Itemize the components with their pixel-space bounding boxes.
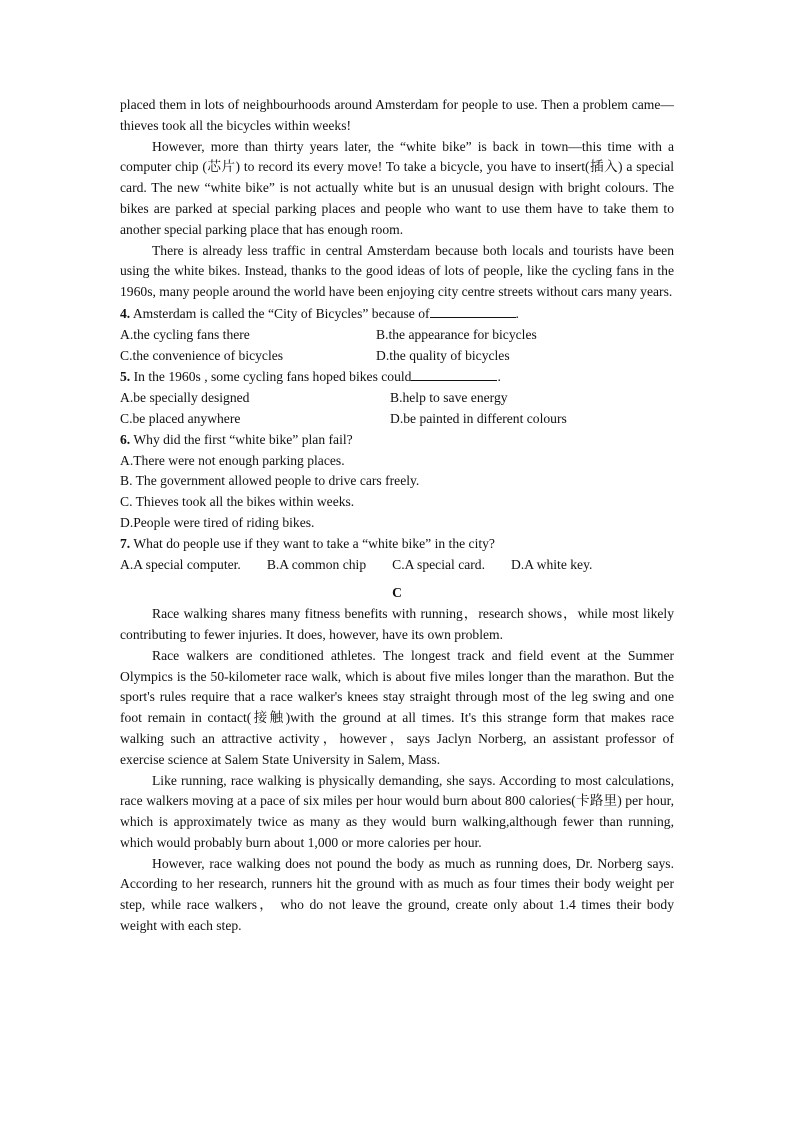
passage-b-paragraph-3: There is already less traffic in central Amsterdam because both locals and tourists have been using the white bikes. Instead, thanks to the good ideas of lots of people, like the cycling fans in the 1960s, many people around the world have been enjoying city centre streets without cars many years. bbox=[120, 242, 674, 300]
option-d: D.A white key. bbox=[510, 556, 593, 572]
option-b: B.help to save energy bbox=[390, 390, 508, 406]
question-number: 7. bbox=[120, 535, 131, 551]
question-stem: In the 1960s , some cycling fans hoped bikes could bbox=[130, 369, 412, 385]
answer-blank bbox=[411, 366, 497, 381]
passage-c-paragraph-2: Race walkers are conditioned athletes. The longest track and field event at the Summer Olympics is the 50-kilometer race walk, which is about five miles longer than the marathon. But the sport's rules require that a race walker's knees stay straight through most of the leg swing and one foot remain in contact(接触)with the ground at all times. It's this strange form that makes race walking such an attractive activity，however，says Jaclyn Norberg, an assistant professor of exercise science at Salem State University in Salem, Mass. bbox=[120, 647, 674, 767]
option-d: D.be painted in different colours bbox=[390, 410, 567, 426]
question-5 bbox=[120, 366, 674, 388]
question-7-options bbox=[120, 555, 674, 576]
option-a: A.be specially designed bbox=[120, 390, 250, 406]
option-a: A.A special computer. bbox=[120, 556, 241, 572]
question-5-options bbox=[120, 388, 674, 430]
option-c: C.A special card. bbox=[392, 556, 485, 572]
document-page bbox=[120, 95, 674, 937]
option-a: A.There were not enough parking places. bbox=[120, 452, 345, 468]
passage-b-paragraph-2: However, more than thirty years later, the “white bike” is back in town—this time with a computer chip (芯片) to record its every move! To take a bicycle, you have to insert(插入) a special card. The new “white bike” is not actually white but is an unusual design with bright colours. The bikes are parked at special parking places and people who want to use them have to take them to another special parking place that has enough room. bbox=[120, 138, 674, 237]
question-stem: Amsterdam is called the “City of Bicycles” because of bbox=[130, 305, 430, 321]
option-c: C. Thieves took all the bikes within weeks. bbox=[120, 494, 355, 510]
question-4-options bbox=[120, 325, 674, 367]
option-c: C.the convenience of bicycles bbox=[120, 347, 284, 363]
passage-c-paragraph-3: Like running, race walking is physically demanding, she says. According to most calculations, race walkers moving at a pace of six miles per hour would burn about 800 calories(卡路里) per hour, which is approximately twice as many as they would burn walking,although fewer than running, which would probably burn about 1,000 or more calories per hour. bbox=[120, 772, 674, 850]
question-7 bbox=[120, 534, 674, 555]
question-6 bbox=[120, 430, 674, 451]
passage-c-paragraph-4: However, race walking does not pound the body as much as running does, Dr. Norberg says. According to her research, runners hit the ground with as much as four times their body weight per step, while race walkers， who do not leave the ground, create only about 1.4 times their body weight with each step. bbox=[120, 855, 674, 934]
question-stem: What do people use if they want to take a “white bike” in the city? bbox=[130, 535, 495, 551]
passage-b-paragraph-1: placed them in lots of neighbourhoods around Amsterdam for people to use. Then a problem came—thieves took all the bicycles within weeks! bbox=[120, 97, 674, 133]
section-heading: C bbox=[392, 585, 402, 601]
question-stem: Why did the first “white bike” plan fail? bbox=[130, 431, 353, 447]
option-d: D.the quality of bicycles bbox=[376, 347, 510, 363]
question-4 bbox=[120, 303, 674, 325]
option-b: B. The government allowed people to drive cars freely. bbox=[120, 473, 420, 489]
question-number: 5. bbox=[120, 369, 131, 385]
question-end: . bbox=[497, 369, 501, 385]
answer-blank bbox=[430, 303, 516, 318]
option-c: C.be placed anywhere bbox=[120, 410, 241, 426]
question-end: . bbox=[515, 305, 519, 321]
option-d: D.People were tired of riding bikes. bbox=[120, 514, 315, 530]
question-number: 6. bbox=[120, 431, 131, 447]
passage-c-paragraph-1: Race walking shares many fitness benefits with running，research shows，while most likely contributing to fewer injuries. It does, however, have its own problem. bbox=[120, 606, 674, 642]
question-number: 4. bbox=[120, 305, 131, 321]
option-b: B.the appearance for bicycles bbox=[376, 326, 537, 342]
option-b: B.A common chip bbox=[266, 556, 367, 572]
option-a: A.the cycling fans there bbox=[120, 326, 250, 342]
